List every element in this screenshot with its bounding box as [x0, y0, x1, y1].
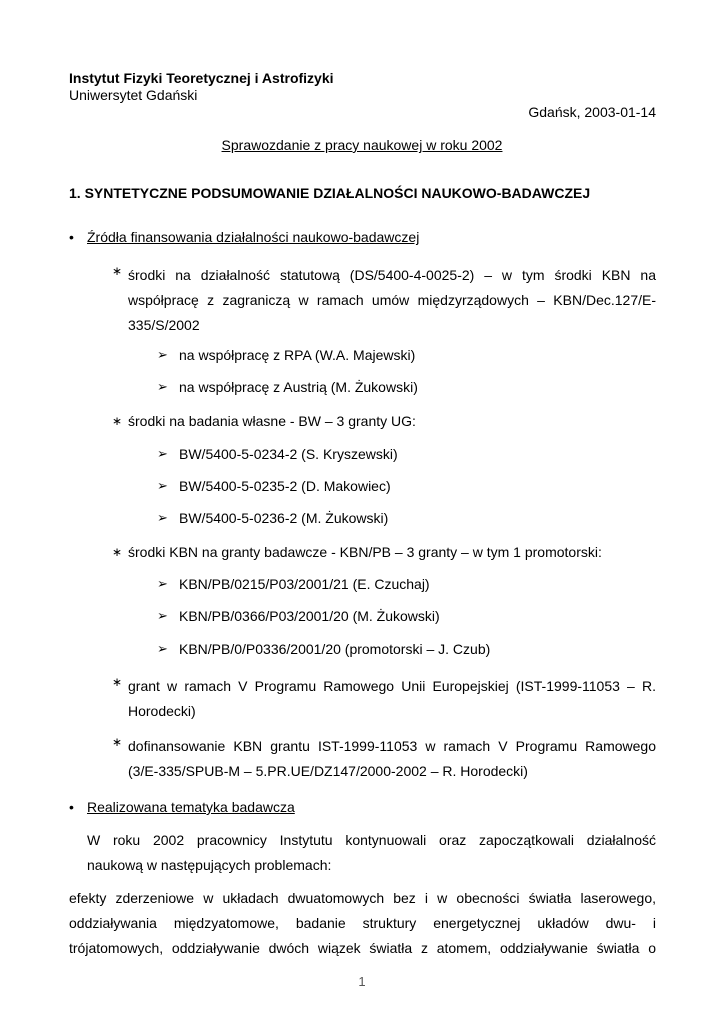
cofinancing-line: dofinansowanie KBN grantu IST-1999-11053 w ramach V Programu Ramowego: [128, 738, 656, 754]
eu-grant-line: Horodecki): [128, 703, 196, 719]
kbn-grants-item: [112, 544, 656, 564]
topics-intro: [87, 828, 656, 878]
eu-grant-text: [128, 674, 656, 724]
statutory-line: środki na działalność statutową (DS/5400-4-0025-2) – w tym środki KBN na: [128, 267, 656, 283]
kbn-grants-subitem: ➢ KBN/PB/0/P0336/2001/20 (promotorski – J. Czub): [157, 641, 491, 657]
kbn-grants-subitem: ➢ KBN/PB/0215/P03/2001/21 (E. Czuchaj): [157, 576, 430, 592]
document-date: Gdańsk, 2003-01-14: [528, 104, 656, 120]
cofinancing-line: (3/E-335/SPUB-M – 5.PR.UE/DZ147/2000-2002 – R. Horodecki): [128, 763, 528, 779]
university-name: Uniwersytet Gdański: [69, 87, 198, 103]
arrow-icon: ➢: [157, 510, 168, 525]
topics-bullet: [69, 799, 669, 819]
eu-grant-item: [112, 674, 656, 724]
statutory-subitem: ➢ na współpracę z Austrią (M. Żukowski): [157, 379, 418, 395]
statutory-item: [112, 263, 656, 338]
institute-name: Instytut Fizyki Teoretycznej i Astrofizyki: [69, 70, 334, 86]
cofinancing-text: [128, 734, 656, 784]
page-number: 1: [358, 974, 366, 989]
kbn-grants-label: środki KBN na granty badawcze - KBN/PB – 3 granty – w tym 1 promotorski:: [128, 544, 602, 560]
topics-body-line: oddziaływania międzyatomowe, badanie struktury energetycznej układów dwu- i: [69, 915, 656, 931]
topics-intro-line: W roku 2002 pracownicy Instytutu kontynuowali oraz zapoczątkowali działalność: [87, 832, 656, 848]
funding-bullet: [69, 229, 669, 249]
statutory-line: współpracę z zagraniczą w ramach umów międzyrządowych – KBN/Dec.127/E-: [128, 292, 656, 308]
own-research-subitem: ➢ BW/5400-5-0234-2 (S. Kryszewski): [157, 446, 398, 462]
own-research-subitem: ➢ BW/5400-5-0235-2 (D. Makowiec): [157, 478, 391, 494]
section-title: 1. SYNTETYCZNE PODSUMOWANIE DZIAŁALNOŚCI NAUKOWO-BADAWCZEJ: [69, 185, 591, 201]
star-icon: ∗: [112, 264, 123, 278]
arrow-icon: ➢: [157, 608, 168, 623]
star-icon: ∗: [112, 675, 123, 689]
cofinancing-item: [112, 734, 656, 784]
topics-body-line: efekty zderzeniowe w układach dwuatomowych bez i w obecności światła laserowego,: [69, 890, 656, 906]
own-research-item: [112, 413, 656, 433]
statutory-text: [128, 263, 656, 338]
kbn-grants-subitem: ➢ KBN/PB/0366/P03/2001/20 (M. Żukowski): [157, 608, 440, 624]
own-research-subitem: ➢ BW/5400-5-0236-2 (M. Żukowski): [157, 510, 389, 526]
own-research-label: środki na badania własne - BW – 3 granty UG:: [128, 413, 416, 429]
statutory-subitem: ➢ na współpracę z RPA (W.A. Majewski): [157, 347, 416, 363]
bullet-icon: •: [69, 229, 74, 245]
arrow-icon: ➢: [157, 478, 168, 493]
arrow-icon: ➢: [157, 379, 168, 394]
topics-body-line: trójatomowych, oddziaływanie dwóch wiązek światła z atomem, oddziaływanie światła o: [69, 940, 656, 956]
star-icon: ∗: [112, 735, 123, 749]
topics-body: [69, 886, 656, 961]
topics-heading: Realizowana tematyka badawcza: [87, 799, 295, 815]
arrow-icon: ➢: [157, 347, 168, 362]
star-icon: ∗: [112, 545, 123, 559]
topics-intro-line: naukową w następujących problemach:: [87, 857, 332, 873]
eu-grant-line: grant w ramach V Programu Ramowego Unii Europejskiej (IST-1999-11053 – R.: [128, 678, 656, 694]
bullet-icon: •: [69, 799, 74, 815]
arrow-icon: ➢: [157, 446, 168, 461]
statutory-line: 335/S/2002: [128, 317, 200, 333]
report-title-text: Sprawozdanie z pracy naukowej w roku 2002: [221, 137, 503, 153]
arrow-icon: ➢: [157, 641, 168, 656]
funding-heading: Źródła finansowania działalności naukowo-badawczej: [87, 229, 420, 245]
arrow-icon: ➢: [157, 576, 168, 591]
report-title: [0, 137, 724, 153]
star-icon: ∗: [112, 414, 123, 428]
